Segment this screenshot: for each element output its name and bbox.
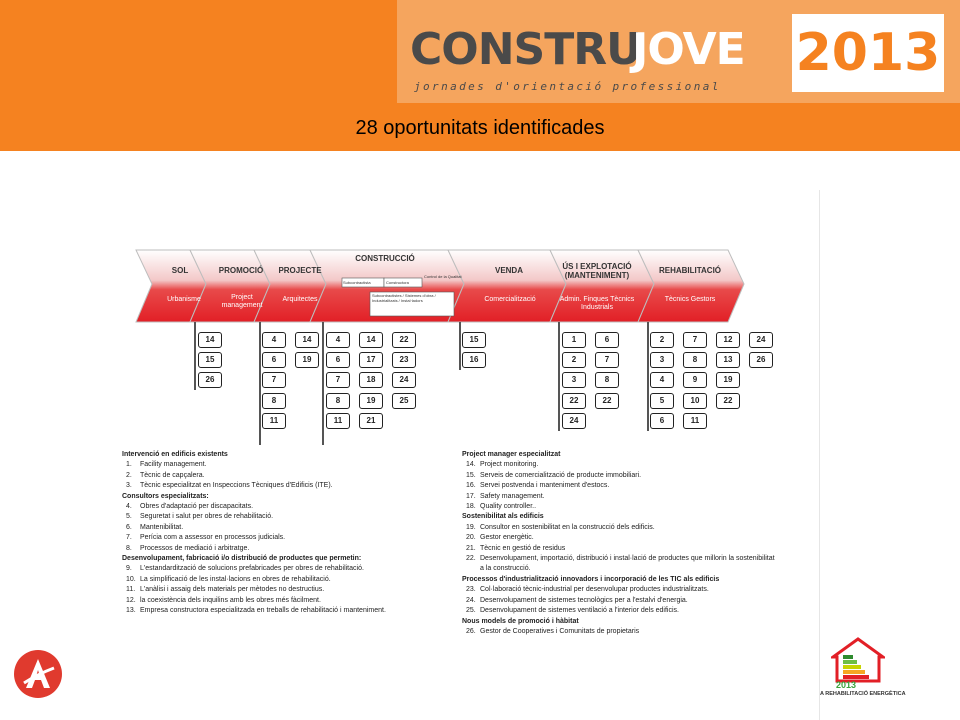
opportunity-cell: 24 xyxy=(749,332,773,348)
opportunity-cell: 24 xyxy=(562,413,586,429)
list-item xyxy=(122,564,440,574)
list-item xyxy=(122,575,440,585)
opportunity-cell: 12 xyxy=(716,332,740,348)
list-item-text: la coexistència dels inquilins amb les obres més fàcilment. xyxy=(140,596,321,604)
list-item-text: Tècnic especialitzat en Inspeccions Tècniques d'Edificis (ITE). xyxy=(140,482,333,490)
list-item xyxy=(462,481,777,491)
list-item xyxy=(462,554,777,575)
opportunity-cell: 5 xyxy=(650,393,674,409)
opportunity-cell: 7 xyxy=(683,332,707,348)
opportunity-cell: 4 xyxy=(650,372,674,388)
opportunity-cell: 15 xyxy=(198,352,222,368)
list-item-number: 3. xyxy=(126,482,132,490)
list-item xyxy=(122,585,440,595)
list-item-text: Empresa constructora especialitzada en treballs de rehabilitació i manteniment. xyxy=(140,607,386,615)
opportunity-cell: 1 xyxy=(562,332,586,348)
logo-year: 2013 xyxy=(792,14,944,92)
list-item-text: Desenvolupament de sistemes ventilació a l'interior dels edificis. xyxy=(480,607,679,615)
list-item-number: 4. xyxy=(126,503,132,511)
list-item-number: 17. xyxy=(466,492,476,500)
list-item xyxy=(462,627,777,637)
list-item-number: 26. xyxy=(466,627,476,635)
list-item-number: 16. xyxy=(466,482,476,490)
list-section-title: Nous models de promoció i hàbitat xyxy=(462,617,579,625)
column-line xyxy=(558,322,560,431)
list-item-text: Consultor en sostenibilitat en la construcció dels edificis. xyxy=(480,523,655,531)
list-item xyxy=(462,460,777,470)
list-item-number: 21. xyxy=(466,544,476,552)
list-item xyxy=(122,544,440,554)
opportunity-cell: 7 xyxy=(262,372,286,388)
list-item-number: 9. xyxy=(126,565,132,573)
column-line xyxy=(259,322,261,445)
opportunity-cell: 13 xyxy=(716,352,740,368)
list-item-text: L'estandardització de solucions prefabricades per obres de rehabilitació. xyxy=(140,565,364,573)
opportunity-cell: 26 xyxy=(749,352,773,368)
list-item-number: 22. xyxy=(466,555,476,563)
logo-word-constru: CONSTRU xyxy=(410,24,641,75)
stage-role-rehabilitacio: Tècnics Gestors xyxy=(664,296,716,303)
opportunity-cell: 4 xyxy=(326,332,350,348)
list-item-text: Safety management. xyxy=(480,492,545,500)
list-item-text: Quality controller.. xyxy=(480,503,537,511)
list-item-text: Processos de mediació i arbitratge. xyxy=(140,544,250,552)
list-item xyxy=(122,460,440,470)
list-item-text: Tècnic de capçalera. xyxy=(140,471,205,479)
stage-role-sol: Urbanisme xyxy=(167,296,201,303)
list-item-number: 19. xyxy=(466,523,476,531)
list-item-text: Gestor energètic. xyxy=(480,534,534,542)
opportunity-cell: 22 xyxy=(595,393,619,409)
opportunity-cell: 2 xyxy=(650,332,674,348)
list-item xyxy=(462,585,777,595)
stage-label-us: ÚS I EXPLOTACIÓ (MANTENIMENT) xyxy=(562,262,632,280)
list-item-text: Obres d'adaptació per discapacitats. xyxy=(140,503,254,511)
construjove-a-icon xyxy=(14,650,62,698)
opportunity-cell: 23 xyxy=(392,352,416,368)
stage-label-rehabilitacio: REHABILITACIÓ xyxy=(658,266,722,275)
list-item xyxy=(462,544,777,554)
list-item-number: 25. xyxy=(466,607,476,615)
opportunity-cell: 15 xyxy=(462,332,486,348)
list-item xyxy=(122,512,440,522)
list-item xyxy=(122,606,440,616)
stage-label-projecte: PROJECTE xyxy=(278,266,322,275)
list-item-text: La simplificació de les instal·lacions en obres de rehabilitació. xyxy=(140,575,331,583)
list-item xyxy=(122,502,440,512)
energy-caption: A REHABILITACIÓ ENERGÈTICA xyxy=(820,691,906,697)
list-section-title: Processos d'industrialització innovadors i incorporació de les TIC als edificis xyxy=(462,575,720,583)
list-item xyxy=(122,471,440,481)
column-line xyxy=(194,322,196,390)
opportunity-cell: 7 xyxy=(326,372,350,388)
list-item xyxy=(122,481,440,491)
opportunity-cell: 19 xyxy=(716,372,740,388)
opportunity-cell: 6 xyxy=(262,352,286,368)
opportunity-cell: 8 xyxy=(326,393,350,409)
opportunity-cell: 11 xyxy=(683,413,707,429)
opportunity-cell: 8 xyxy=(262,393,286,409)
divider-line xyxy=(819,190,820,720)
list-item xyxy=(462,533,777,543)
list-item-number: 12. xyxy=(126,596,136,604)
list-item-number: 7. xyxy=(126,534,132,542)
column-line xyxy=(459,322,461,370)
opportunity-cell: 6 xyxy=(650,413,674,429)
opportunity-cell: 21 xyxy=(359,413,383,429)
opportunity-cell: 7 xyxy=(595,352,619,368)
left-list xyxy=(122,450,440,617)
list-item-number: 23. xyxy=(466,586,476,594)
construccio-sub-c: Control de la Qualitat xyxy=(424,274,462,279)
list-item-text: L'anàlisi i assaig dels materials per mètodes no destructius. xyxy=(140,586,325,594)
opportunity-cell: 14 xyxy=(295,332,319,348)
list-section-title: Intervenció en edificis existents xyxy=(122,451,228,458)
stage-role-us: Admin. Finques Tècnics Industrials xyxy=(559,296,635,311)
opportunity-cell: 2 xyxy=(562,352,586,368)
column-line xyxy=(647,322,649,431)
opportunity-cell: 4 xyxy=(262,332,286,348)
list-item-number: 13. xyxy=(126,607,136,615)
list-item-number: 18. xyxy=(466,503,476,511)
list-item-text: Seguretat i salut per obres de rehabilitació. xyxy=(140,513,274,521)
list-item xyxy=(122,533,440,543)
list-item-text: Col·laboració tècnic-industrial per desenvolupar productes industrialitzats. xyxy=(480,586,709,594)
opportunity-cell: 14 xyxy=(359,332,383,348)
chevron-rehabilitacio xyxy=(638,250,744,322)
list-item-number: 6. xyxy=(126,523,132,531)
list-section-title: Sostenibilitat als edificis xyxy=(462,513,544,521)
list-item xyxy=(122,596,440,606)
logo-tagline: jornades d'orientació professional xyxy=(414,80,721,93)
opportunity-cell: 17 xyxy=(359,352,383,368)
stage-label-construccio: CONSTRUCCIÓ xyxy=(355,254,415,263)
list-item xyxy=(462,471,777,481)
list-item-number: 8. xyxy=(126,544,132,552)
opportunity-cell: 9 xyxy=(683,372,707,388)
list-item xyxy=(462,492,777,502)
opportunity-cell: 22 xyxy=(562,393,586,409)
list-section-title: Desenvolupament, fabricació i/o distribució de productes que permetin: xyxy=(122,555,362,563)
construccio-sub-a: Subcontractista xyxy=(343,280,371,285)
stage-label-sol: SOL xyxy=(171,266,189,275)
list-section-title: Consultors especialitzats: xyxy=(122,492,209,500)
opportunity-cell: 14 xyxy=(198,332,222,348)
list-item xyxy=(462,502,777,512)
list-item-number: 1. xyxy=(126,461,132,469)
opportunity-cell: 25 xyxy=(392,393,416,409)
stage-role-venda: Comercialització xyxy=(484,296,536,303)
energy-year: 2013 xyxy=(836,680,857,690)
slide-title: 28 oportunitats identificades xyxy=(355,117,605,139)
energy-house-icon xyxy=(831,637,885,683)
list-item-number: 5. xyxy=(126,513,132,521)
column-line xyxy=(322,322,324,445)
list-item-text: Project monitoring. xyxy=(480,461,539,469)
list-item-number: 10. xyxy=(126,575,136,583)
opportunity-cell: 19 xyxy=(359,393,383,409)
opportunity-cell: 11 xyxy=(262,413,286,429)
list-item-text: Serveis de comercialització de producte immobiliari. xyxy=(480,471,642,479)
stage-label-promocio: PROMOCIÓ xyxy=(218,266,264,275)
right-list xyxy=(462,450,777,637)
opportunity-cell: 6 xyxy=(595,332,619,348)
list-item-text: Desenvolupament, importació, distribució i instal·lació de productes que millorin la sostenibilitat a la construcció. xyxy=(480,555,775,573)
list-item xyxy=(462,596,777,606)
stage-label-venda: VENDA xyxy=(494,266,523,275)
header-left-block xyxy=(0,0,397,103)
list-item xyxy=(122,523,440,533)
list-item-text: Tècnic en gestió de residus xyxy=(480,544,566,552)
construccio-sub-b: Constructora xyxy=(386,280,409,285)
list-item-number: 11. xyxy=(126,586,136,594)
list-item-number: 20. xyxy=(466,534,476,542)
opportunity-cell: 6 xyxy=(326,352,350,368)
opportunity-cell: 11 xyxy=(326,413,350,429)
opportunity-cell: 8 xyxy=(683,352,707,368)
list-item-number: 24. xyxy=(466,596,476,604)
stage-role-promocio: Project management xyxy=(221,294,263,309)
opportunity-cell: 8 xyxy=(595,372,619,388)
list-item-text: Desenvolupament de sistemes tecnològics per a l'estalvi d'energia. xyxy=(480,596,688,604)
opportunity-cell: 16 xyxy=(462,352,486,368)
chevron-venda xyxy=(448,250,566,322)
list-item-text: Servei postvenda i manteniment d'estocs. xyxy=(480,482,610,490)
opportunity-cell: 22 xyxy=(716,393,740,409)
logo-word-jove: JOVE xyxy=(632,24,745,75)
opportunity-cell: 18 xyxy=(359,372,383,388)
list-item-number: 2. xyxy=(126,471,132,479)
list-item xyxy=(462,606,777,616)
list-item-text: Gestor de Cooperatives i Comunitats de propietaris xyxy=(480,627,640,635)
stage-role-projecte: Arquitectes xyxy=(282,296,318,303)
list-item xyxy=(462,523,777,533)
construccio-sub-d: Subcontractistes / Sistemes d'obra / Industrialitzats / Instal·ladors xyxy=(372,293,436,303)
opportunity-cell: 24 xyxy=(392,372,416,388)
list-item-text: Perícia com a assessor en processos judicials. xyxy=(140,534,286,542)
list-item-number: 14. xyxy=(466,461,476,469)
opportunity-cell: 22 xyxy=(392,332,416,348)
list-section-title: Project manager especialitzat xyxy=(462,451,561,458)
opportunity-cell: 10 xyxy=(683,393,707,409)
list-item-text: Mantenibilitat. xyxy=(140,523,184,531)
opportunity-cell: 3 xyxy=(562,372,586,388)
opportunity-cell: 26 xyxy=(198,372,222,388)
opportunity-cell: 19 xyxy=(295,352,319,368)
opportunity-cell: 3 xyxy=(650,352,674,368)
list-item-number: 15. xyxy=(466,471,476,479)
list-item-text: Facility management. xyxy=(140,461,207,469)
